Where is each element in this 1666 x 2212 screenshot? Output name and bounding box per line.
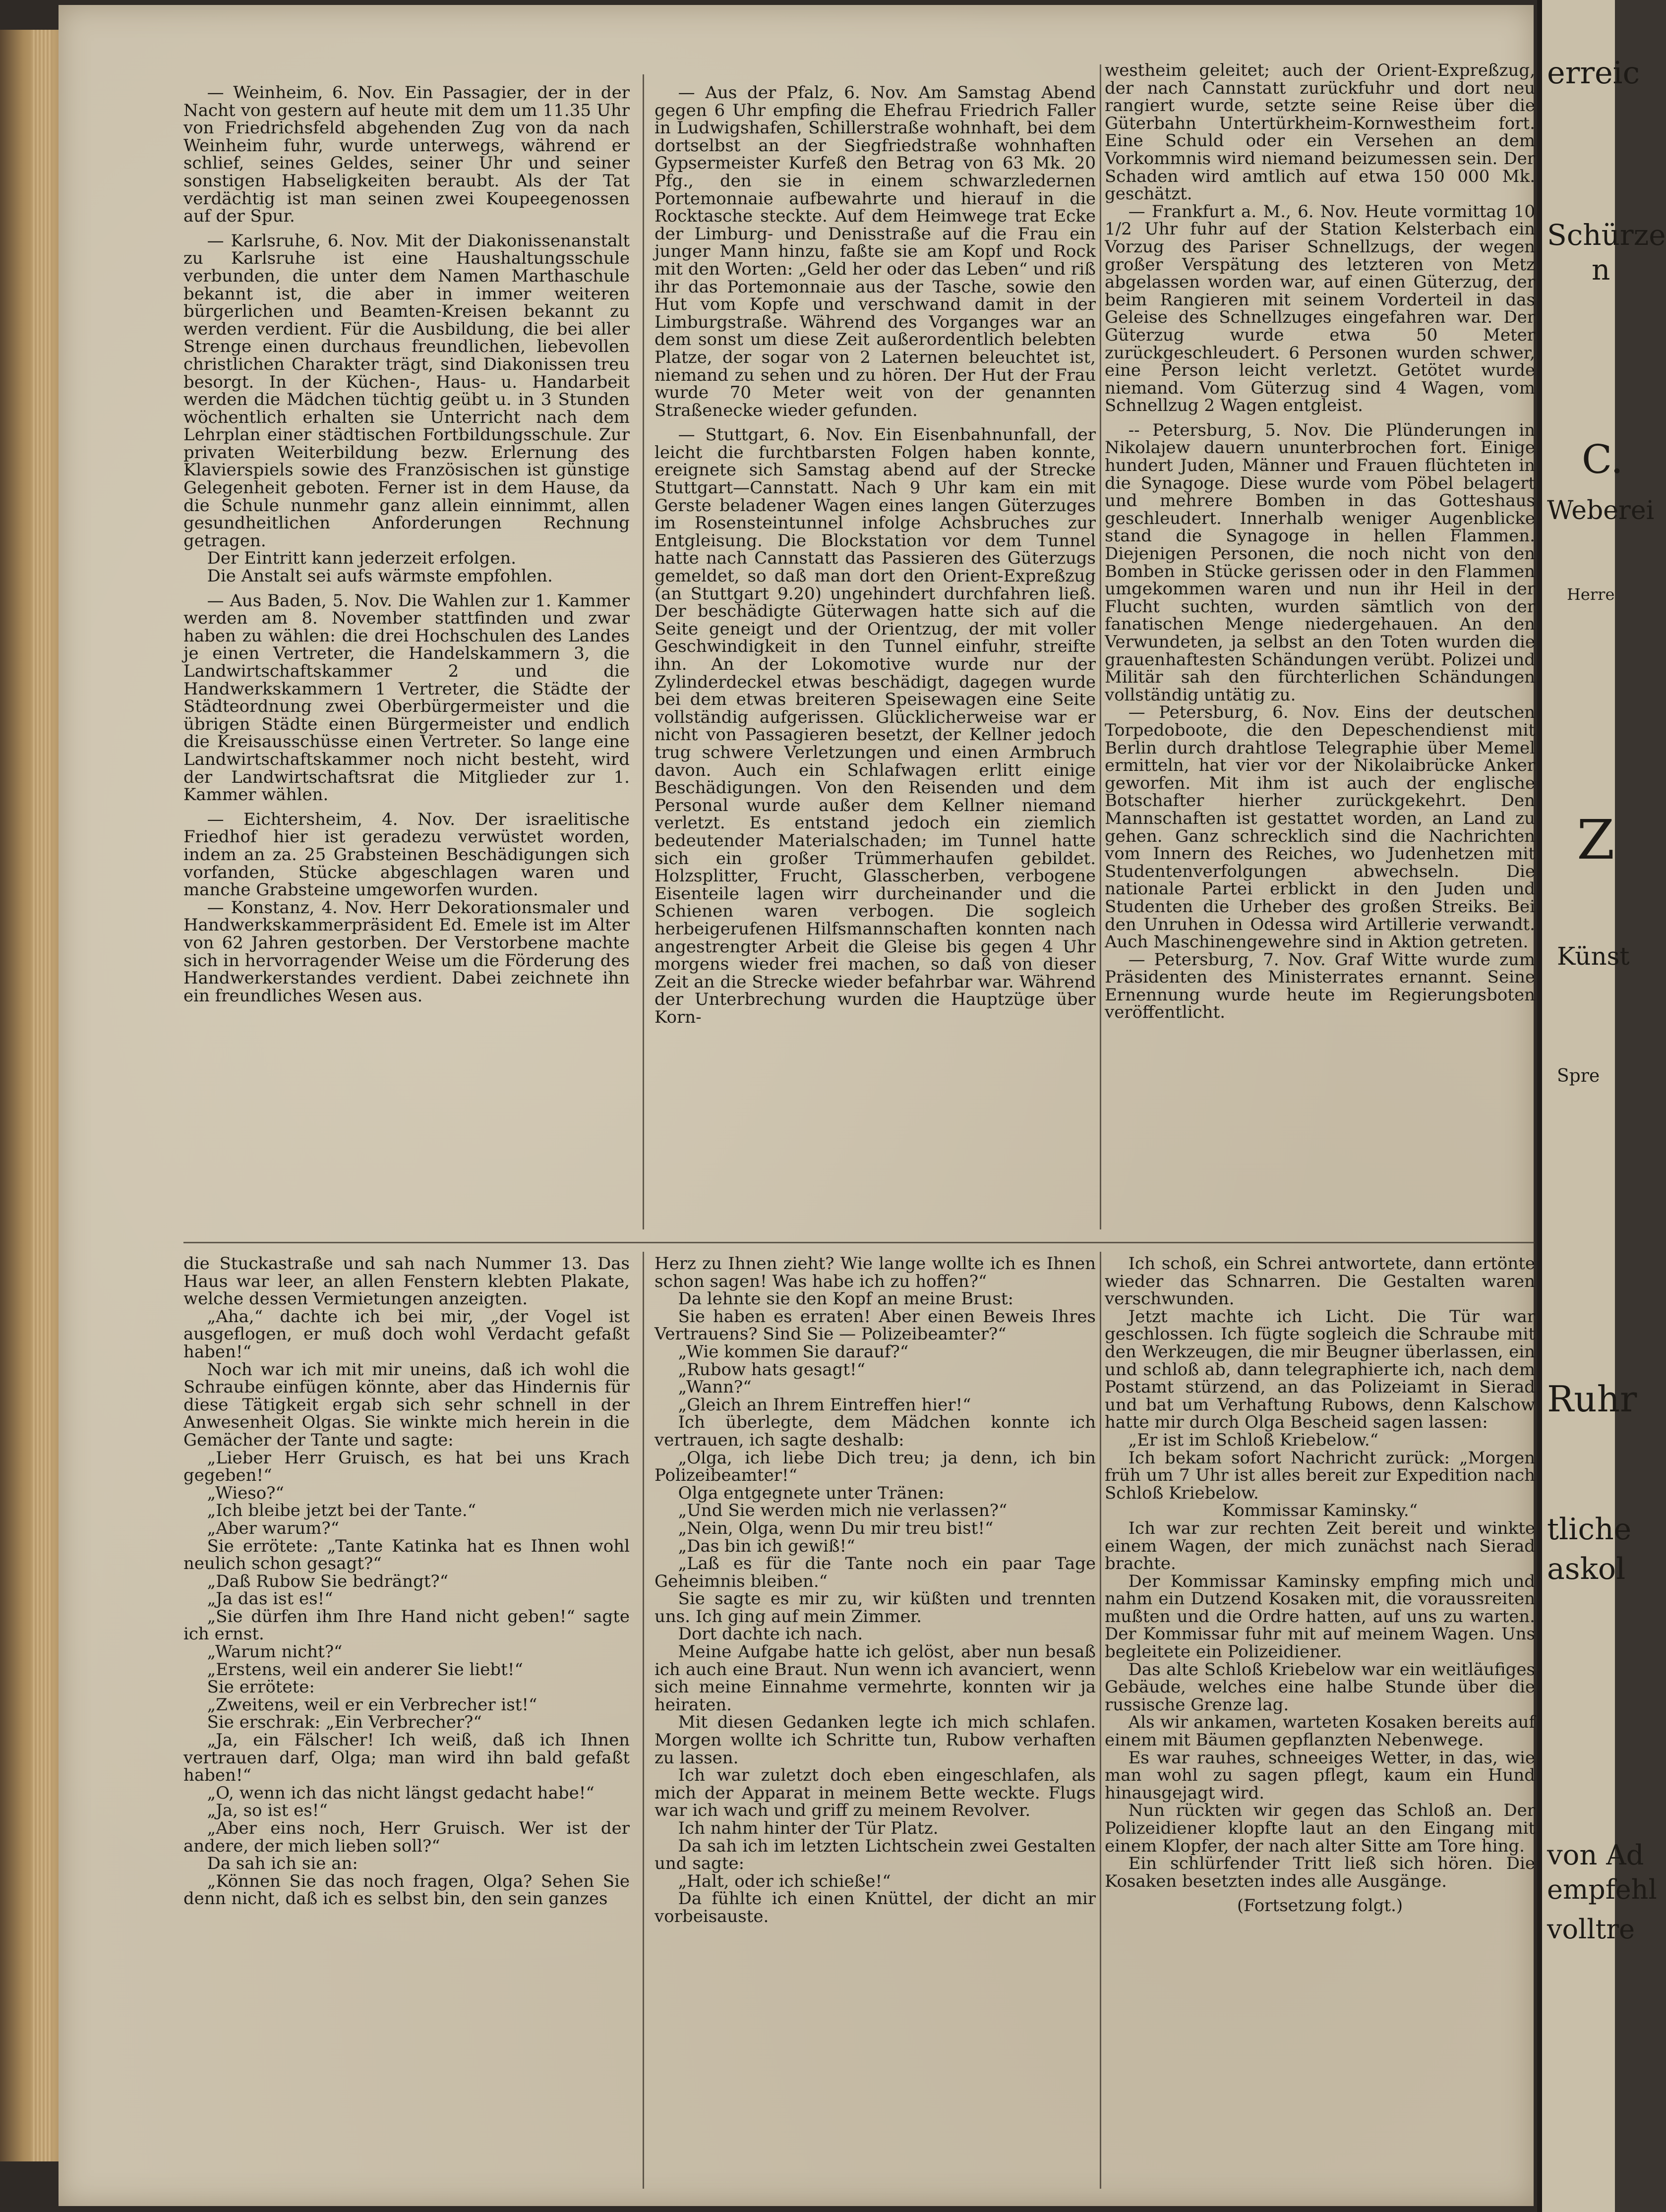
article-karlsruhe-note: Die Anstalt sei aufs wärmste empfohlen.	[207, 566, 553, 586]
story-paragraph: Sie errötete:	[207, 1677, 315, 1697]
article-aus-der-pfalz: — Aus der Pfalz, 6. Nov. Am Samstag Abend gegen 6 Uhr empfing die Ehefrau Friedrich Faller in Ludwigshafen, Schillerstraße wohnhaft, bei dem dortselbst an der Siegfriedstraße wohnhaften Gypsermeister Kurfeß den Betrag von 63 Mk. 20 Pfg., den sie in einem schwarzledernen Portemonnaie aufbewahrte und hierauf in die Rocktasche steckte. Auf dem Heimwege trat Ecke der Limburg- und Denisstraße auf die Frau ein junger Mann hinzu, faßte sie am Kopf und Rock mit den Worten: „Geld her oder das Leben“ und riß ihr das Portemonnaie aus der Tasche, sowie den Hut vom Kopfe und verschwand damit in der Limburgstraße. Während des Vorganges war an dem sonst um diese Zeit außerordentlich belebten Platze, der sogar von 2 Laternen beleuchtet ist, niemand zu sehen und zu hören. Der Hut der Frau wurde 70 Meter weit von der genannten Straßenecke wieder gefunden.	[654, 83, 1096, 420]
next-page-fragment: Schürze	[1547, 218, 1666, 252]
next-page-fragment: Weberei	[1547, 496, 1655, 525]
next-page-fragment: n	[1592, 253, 1610, 287]
story-paragraph: „Daß Rubow Sie bedrängt?“	[207, 1571, 449, 1591]
story-paragraph: „Wann?“	[678, 1377, 752, 1397]
next-page-fragment: C.	[1582, 436, 1623, 482]
story-paragraph: Ich war zur rechten Zeit bereit und winkte einem Wagen, der mich zunächst nach Sierad brachte.	[1105, 1518, 1535, 1574]
next-page-fragment: volltre	[1547, 1914, 1635, 1945]
story-paragraph: „Können Sie das noch fragen, Olga? Sehen Sie denn nicht, daß ich es selbst bin, den sein ganzes	[183, 1871, 630, 1909]
story-paragraph: Ein schlürfender Tritt ließ sich hören. Die Kosaken besetzten indes alle Ausgänge.	[1105, 1854, 1535, 1891]
news-column-1	[183, 84, 630, 1005]
story-paragraph: die Stuckastraße und sah nach Nummer 13. Das Haus war leer, an allen Fenstern klebten Plakate, welche dessen Vermietungen anzeigten.	[183, 1254, 630, 1309]
story-column-1	[183, 1255, 630, 1908]
article-karlsruhe-note: Der Eintritt kann jederzeit erfolgen.	[207, 548, 517, 569]
story-paragraph: Herz zu Ihnen zieht? Wie lange wollte ich es Ihnen schon sagen! Was habe ich zu hoffen?“	[654, 1254, 1096, 1291]
story-paragraph: Es war rauhes, schneeiges Wetter, in das, wie man wohl zu sagen pflegt, kaum ein Hund hinausgejagt wird.	[1105, 1747, 1535, 1803]
article-weinheim: — Weinheim, 6. Nov. Ein Passagier, der in der Nacht von gestern auf heute mit dem um 11.35 Uhr von Friedrichsfeld abgehenden Zug von da nach Weinheim fuhr, wurde unterwegs, während er schlief, seines Geldes, seiner Uhr und seiner sonstigen Habseligkeiten beraubt. Als der Tat verdächtig ist man seinen zwei Koupeegenossen auf der Spur.	[183, 83, 630, 227]
story-paragraph: Da lehnte sie den Kopf an meine Brust:	[678, 1289, 1014, 1309]
story-paragraph: Ich war zuletzt doch eben eingeschlafen, als mich der Apparat in meinem Bette weckte. Flugs war ich wach und griff zu meinem Revolver.	[654, 1765, 1096, 1821]
next-page-fragment: tliche	[1547, 1512, 1632, 1547]
story-paragraph: „Erstens, weil ein anderer Sie liebt!“	[207, 1659, 523, 1680]
next-page-fragment: Künst	[1557, 942, 1630, 971]
next-page-fragment: erreic	[1547, 55, 1640, 91]
article-stuttgart: — Stuttgart, 6. Nov. Ein Eisenbahnunfall, der leicht die furchtbarsten Folgen haben konnte, ereignete sich Samstag abend auf der Strecke Stuttgart—Cannstatt. Nach 9 Uhr kam ein mit Gerste beladener Wagen eines langen Güterzuges im Rosensteintunnel infolge Achsbruches zur Entgleisung. Die Blockstation vor dem Tunnel hatte nach Cannstatt das Passieren des Güterzugs gemeldet, so daß man dort den Orient-Expreßzug (an Stuttgart 9.20) ungehindert durchfahren ließ. Der beschädigte Güterwagen hatte sich auf die Seite geneigt und der Orientzug, der mit voller Geschwindigkeit in den Tunnel einfuhr, streifte ihn. An der Lokomotive wurde nur der Zylinderdeckel etwas beschädigt, dagegen wurde bei dem etwas breiteren Speisewagen eine Seite vollständig aufgerissen. Glücklicherweise war er nicht von Passagieren besetzt, der Kellner jedoch trug schwere Verletzungen und einen Armbruch davon. Auch ein Schlafwagen erlitt einige Beschädigungen. Von den Reisenden und dem Personal wurde außer dem Kellner niemand verletzt. Es entstand jedoch ein ziemlich bedeutender Materialschaden; im Tunnel hatte sich ein großer Trümmerhaufen gebildet. Holzsplitter, Frucht, Glasscherben, verbogene Eisenteile lagen wirr durcheinander und die Schienen waren verbogen. Die sogleich herbeigerufenen Hilfsmannschaften konnten nach angestrengter Arbeit die Gleise bis gegen 4 Uhr morgens wieder frei machen, so daß von dieser Zeit an die Strecke wieder befahrbar war. Während der Unterbrechung wurden die Hauptzüge über Korn-	[654, 425, 1096, 1027]
next-page-fragment: von Ad	[1547, 1839, 1644, 1871]
news-column-2	[654, 84, 1096, 1026]
story-paragraph: Sie erschrak: „Ein Verbrecher?“	[207, 1712, 482, 1733]
story-column-3	[1105, 1255, 1535, 1915]
story-paragraph: Da sah ich im letzten Lichtschein zwei Gestalten und sagte:	[654, 1836, 1096, 1874]
story-paragraph: „Und Sie werden mich nie verlassen?“	[678, 1501, 1008, 1521]
story-paragraph: Dort dachte ich nach.	[678, 1624, 863, 1644]
column-rule	[643, 74, 644, 1229]
article-stuttgart-continued: westheim geleitet; auch der Orient-Expreßzug, der nach Cannstatt zurückfuhr und dort neu rangiert wurde, setzte seine Reise über die Güterbahn Untertürkheim-Kornwestheim fort. Eine Schuld oder ein Versehen an dem Vorkommnis wird niemand beizumessen sein. Der Schaden wird amtlich auf etwa 150 000 Mk. geschätzt.	[1105, 60, 1535, 204]
story-paragraph: „Er ist im Schloß Kriebelow.“	[1128, 1430, 1379, 1450]
next-page-fragment: askol	[1547, 1552, 1626, 1586]
article-eichtersheim: — Eichtersheim, 4. Nov. Der israelitische Friedhof hier ist geradezu verwüstet worden, indem an za. 25 Grabsteinen Beschädigungen sich vorfanden, Stücke abgeschlagen waren und manche Grabsteine umgeworfen wurden.	[183, 809, 630, 900]
story-paragraph: Da sah ich sie an:	[207, 1854, 358, 1874]
story-paragraph: Der Kommissar Kaminsky empfing mich und nahm ein Dutzend Kosaken mit, die voraussreiten mußten und die Ordre hatten, auf uns zu warten. Der Kommissar fuhr mit auf meinem Wagen. Uns begleitete ein Polizeidiener.	[1105, 1571, 1535, 1662]
column-rule	[1100, 1252, 1101, 2189]
story-paragraph: „Zweitens, weil er ein Verbrecher ist!“	[207, 1694, 537, 1715]
continuation-note: (Fortsetzung folgt.)	[1237, 1896, 1403, 1916]
story-paragraph: „Halt, oder ich schieße!“	[678, 1871, 891, 1891]
story-paragraph: Nun rückten wir gegen das Schloß an. Der Polizeidiener klopfte laut an den Eingang mit einem Klopfer, der nach alter Sitte am Tore hing.	[1105, 1801, 1535, 1856]
column-rule	[643, 1252, 644, 2189]
story-paragraph: „Wie kommen Sie darauf?“	[678, 1341, 909, 1362]
story-paragraph: Sie haben es erraten! Aber einen Beweis Ihres Vertrauens? Sind Sie — Polizeibeamter?“	[654, 1306, 1096, 1344]
story-paragraph: Ich schoß, ein Schrei antwortete, dann ertönte wieder das Schnarren. Die Gestalten waren verschwunden.	[1105, 1254, 1535, 1309]
book-spine	[0, 30, 60, 2161]
story-paragraph: „Aber eins noch, Herr Gruisch. Wer ist der andere, der mich lieben soll?“	[183, 1818, 630, 1856]
news-column-3	[1105, 62, 1535, 1022]
story-paragraph: Das alte Schloß Kriebelow war ein weitläufiges Gebäude, welches eine halbe Stunde über die russische Grenze lag.	[1105, 1659, 1535, 1715]
story-paragraph: „Ja, so ist es!“	[207, 1801, 328, 1821]
story-paragraph: „Nein, Olga, wenn Du mir treu bist!“	[678, 1518, 994, 1538]
story-paragraph: Sie errötete: „Tante Katinka hat es Ihnen wohl neulich schon gesagt?“	[183, 1536, 630, 1574]
article-aus-baden: — Aus Baden, 5. Nov. Die Wahlen zur 1. Kammer werden am 8. November stattfinden und zwar haben zu wählen: die drei Hochschulen des Landes je einen Vertreter, die Handelskammern 3, die Landwirtschaftskammer 2 und die Handwerkskammern 1 Vertreter, die Städte der Städteordnung zwei Oberbürgermeister und die übrigen Städte einen Bürgermeister und endlich die Kreisausschüsse einen Vertreter. So lange eine Landwirtschaftskammer noch nicht besteht, wird der Landwirtschaftsrat die Mitglieder zur 1. Kammer wählen.	[183, 590, 630, 805]
next-page-fragment: Z	[1577, 808, 1615, 872]
story-paragraph: „Rubow hats gesagt!“	[678, 1359, 866, 1380]
next-page-fragment: Ruhr	[1547, 1378, 1637, 1420]
column-rule	[1100, 64, 1101, 1229]
story-paragraph: Ich überlegte, dem Mädchen konnte ich vertrauen, ich sagte deshalb:	[654, 1412, 1096, 1450]
story-paragraph: Noch war ich mit mir uneins, daß ich wohl die Schraube einfügen könnte, aber das Hindernis für diese Tätigkeit ergab sich sehr schnell in der Anwesenheit Olgas. Sie winkte mich herein in die Gemächer der Tante und sagte:	[183, 1359, 630, 1450]
article-karlsruhe: — Karlsruhe, 6. Nov. Mit der Diakonissenanstalt zu Karlsruhe ist eine Haushaltungsschule verbunden, die unter dem Namen Marthaschule bekannt ist, die aber in immer weiteren bürgerlichen und Beamten-Kreisen bekannt zu werden verdient. Für die Ausbildung, die bei aller Strenge einen durchaus freundlichen, liebevollen christlichen Charakter trägt, sind Diakonissen treu besorgt. In der Küchen-, Haus- u. Handarbeit werden die Mädchen tüchtig geübt u. in 3 Stunden wöchentlich erhalten sie Unterricht nach dem Lehrplan einer städtischen Fortbildungsschule. Zur privaten Weiterbildung bezw. Erlernung des Klavierspiels sowie des Französischen ist günstige Gelegenheit geboten. Ferner ist in dem Hause, da die Schule nunmehr ganz allein einnimmt, allen gesundheitlichen Anforderungen Rechnung getragen.	[183, 231, 630, 551]
story-paragraph: Mit diesen Gedanken legte ich mich schlafen. Morgen wollte ich Schritte tun, Rubow verhaften zu lassen.	[654, 1712, 1096, 1768]
story-paragraph: „Aber warum?“	[207, 1518, 340, 1538]
article-konstanz: — Konstanz, 4. Nov. Herr Dekorationsmaler und Handwerkskammerpräsident Ed. Emele ist im Alter von 62 Jahren gestorben. Der Verstorbene machte sich in hervorragender Weise um die Förderung des Handwerkerstandes verdient. Dabei zeichnete ihn ein freundliches Wesen aus.	[183, 897, 630, 1006]
article-petersburg-5-nov: -- Petersburg, 5. Nov. Die Plünderungen in Nikolajew dauern ununterbrochen fort. Einige hundert Juden, Männer und Frauen flüchteten in die Synagoge. Diese wurde vom Pöbel belagert und mehrere Bomben in das Gotteshaus geschleudert. Innerhalb weniger Augenblicke stand die Synagoge in hellen Flammen. Diejenigen Personen, die noch nicht von den Bomben in Stücke gerissen oder in den Flammen umgekommen waren und nun ihr Heil in der Flucht suchten, wurden sämtlich von der fanatischen Menge niedergehauen. An den Verwundeten, ja selbst an den Toten wurden die grauenhaftesten Schändungen verübt. Polizei und Militär sah den fürchterlichen Schändungen vollständig untätig zu.	[1105, 420, 1535, 705]
story-paragraph: „Olga, ich liebe Dich treu; ja denn, ich bin Polizeibeamter!“	[654, 1448, 1096, 1486]
story-paragraph: „Ja, ein Fälscher! Ich weiß, daß ich Ihnen vertrauen darf, Olga; man wird ihn bald gefaßt haben!“	[183, 1730, 630, 1786]
story-column-2	[654, 1255, 1096, 1926]
story-paragraph: Da fühlte ich einen Knüttel, der dicht an mir vorbeisauste.	[654, 1889, 1096, 1926]
story-paragraph: Olga entgegnete unter Tränen:	[678, 1483, 945, 1503]
next-page-fragment: empfehl	[1547, 1874, 1657, 1905]
story-paragraph: „Sie dürfen ihm Ihre Hand nicht geben!“ sagte ich ernst.	[183, 1606, 630, 1644]
story-paragraph: „Lieber Herr Gruisch, es hat bei uns Krach gegeben!“	[183, 1448, 630, 1486]
article-petersburg-6-nov: — Petersburg, 6. Nov. Eins der deutschen Torpedoboote, die den Depeschendienst mit Berlin durch drahtlose Telegraphie über Memel ermitteln, hat vier vor der Nikolaibrücke Anker geworfen. Mit ihm ist auch der englische Botschafter hierher zurückgekehrt. Den Mannschaften ist gestattet worden, an Land zu gehen. Ganz schrecklich sind die Nachrichten vom Innern des Reiches, wo Judenhetzen mit Studentenverfolgungen abwechseln. Die nationale Partei erblickt in den Juden und Studenten die Urheber des großen Streiks. Bei den Unruhen in Odessa wird Artillerie verwandt. Auch Maschinengewehre sind in Aktion getreten.	[1105, 702, 1535, 952]
story-paragraph: „Laß es für die Tante noch ein paar Tage Geheimnis bleiben.“	[654, 1554, 1096, 1591]
story-paragraph: Meine Aufgabe hatte ich gelöst, aber nun besaß ich auch eine Braut. Nun wenn ich avanciert, wenn sich meine Einnahme vermehrte, konnten wir ja heiraten.	[654, 1642, 1096, 1715]
story-paragraph: Sie sagte es mir zu, wir küßten und trennten uns. Ich ging auf mein Zimmer.	[654, 1589, 1096, 1627]
story-paragraph: „Das bin ich gewiß!“	[678, 1536, 855, 1556]
story-paragraph: „O, wenn ich das nicht längst gedacht habe!“	[207, 1783, 595, 1803]
story-paragraph: „Ich bleibe jetzt bei der Tante.“	[207, 1501, 476, 1521]
next-page-edge	[1537, 0, 1666, 2212]
next-page-fragment: Spre	[1557, 1066, 1600, 1086]
story-paragraph: „Aha,“ dachte ich bei mir, „der Vogel ist ausgeflogen, er muß doch wohl Verdacht gefaßt haben!“	[183, 1306, 630, 1362]
article-frankfurt: — Frankfurt a. M., 6. Nov. Heute vormittag 10 1/2 Uhr fuhr auf der Station Kelsterbach ein Vorzug des Pariser Schnellzugs, der wegen großer Verspätung des letzteren von Metz abgelassen worden war, auf einen Güterzug, der beim Rangieren mit seinem Vorderteil in das Geleise des Schnellzuges eingefahren war. Der Güterzug wurde etwa 50 Meter zurückgeschleudert. 6 Personen wurden schwer, eine Person leicht verletzt. Getötet wurde niemand. Vom Güterzug sind 4 Wagen, vom Schnellzug 2 Wagen entgleist.	[1105, 201, 1535, 416]
story-paragraph: „Gleich an Ihrem Eintreffen hier!“	[678, 1395, 971, 1415]
story-signature: Kommissar Kaminsky.“	[1222, 1501, 1418, 1521]
story-paragraph: Ich nahm hinter der Tür Platz.	[678, 1818, 939, 1838]
story-paragraph: „Ja das ist es!“	[207, 1589, 333, 1609]
feuilleton-rule	[183, 1242, 1535, 1243]
story-paragraph: Jetzt machte ich Licht. Die Tür war geschlossen. Ich fügte sogleich die Schraube mit den Werkzeugen, die mir Beugner überlassen, ein und schloß ab, dann telegraphierte ich, nach dem Postamt stürzend, an das Polizeiamt in Sierad und bat um Verhaftung Rubows, denn Kalschow hatte mir durch Olga Bescheid sagen lassen:	[1105, 1306, 1535, 1433]
next-page-fragment: Herre	[1567, 585, 1615, 604]
story-paragraph: Als wir ankamen, warteten Kosaken bereits auf einem mit Bäumen gepflanzten Nebenwege.	[1105, 1712, 1535, 1750]
story-paragraph: Ich bekam sofort Nachricht zurück: „Morgen früh um 7 Uhr ist alles bereit zur Expedition nach Schloß Kriebelow.	[1105, 1448, 1535, 1503]
article-petersburg-7-nov: — Petersburg, 7. Nov. Graf Witte wurde zum Präsidenten des Ministerrates ernannt. Seine Ernennung wurde heute im Regierungsboten veröffentlicht.	[1105, 949, 1535, 1023]
story-paragraph: „Wieso?“	[207, 1483, 284, 1503]
story-paragraph: „Warum nicht?“	[207, 1642, 343, 1662]
